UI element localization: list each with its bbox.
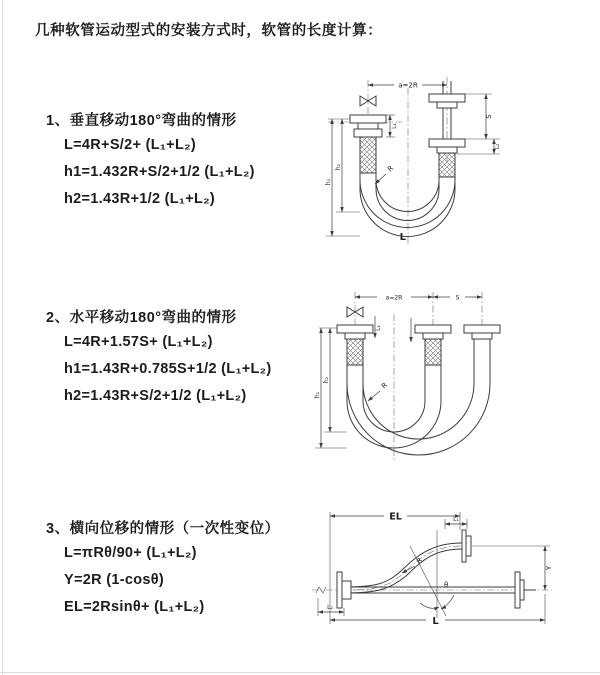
- braided-hose-middle: [425, 339, 441, 365]
- radius-callout: [375, 164, 395, 184]
- right-pipe-assembly: [429, 81, 465, 177]
- dim-label-s: S: [455, 294, 460, 302]
- right-flange: [515, 572, 536, 608]
- dimension-el: [330, 512, 460, 625]
- section-1-heading: 1、垂直移动180°弯曲的情形: [46, 113, 237, 129]
- radius-callout: [368, 381, 389, 401]
- dim-label-h1: h₁: [314, 391, 321, 399]
- section-3-formula-EL: EL=2Rsinθ+ (L₁+L₂): [64, 599, 205, 615]
- hose-u-bend: [360, 173, 455, 237]
- section-2-heading: 2、水平移动180°弯曲的情形: [46, 310, 237, 326]
- page-title: 几种软管运动型式的安装方式时，软管的长度计算：: [35, 23, 383, 39]
- middle-flange: [415, 325, 451, 339]
- left-fitting-flange: [350, 115, 386, 137]
- scan-edge-bottom: [0, 672, 600, 673]
- upper-flange: [462, 530, 471, 562]
- dimension-y: [472, 546, 553, 590]
- hose-u-bend-moved: [347, 339, 490, 455]
- dim-label-h2: h₂: [323, 376, 330, 384]
- radius-label: R: [386, 164, 396, 174]
- dim-label-y: Y: [545, 565, 553, 571]
- dim-label-el: EL: [389, 511, 402, 523]
- dim-label-l2: L₂: [327, 604, 333, 611]
- left-flange: [337, 325, 373, 339]
- dim-label-h1: h₁: [325, 178, 332, 186]
- dim-label-l1: L₁: [375, 325, 382, 331]
- length-label: L: [432, 616, 439, 627]
- section-2-formula-h1: h1=1.43R+0.785S+1/2 (L₁+L₂): [64, 361, 272, 377]
- radius-callout: [402, 556, 424, 573]
- dimension-l1: [375, 316, 411, 342]
- length-label: L: [399, 232, 406, 243]
- dim-label-s: S: [485, 114, 493, 119]
- dim-label-span: a=2R: [385, 294, 403, 302]
- section-3-formula-L: L=πRθ/90+ (L₁+L₂): [64, 545, 197, 561]
- diagram-vertical-180-bend: [302, 72, 542, 257]
- left-flange: [337, 572, 351, 608]
- angle-theta-label: θ: [444, 581, 449, 589]
- dimension-l1: [386, 115, 398, 137]
- dim-label-h2: h₂: [335, 163, 342, 171]
- scan-edge-left: [2, 0, 3, 675]
- dimension-span-2r: [368, 82, 447, 90]
- diagram-lateral-displacement: [300, 500, 560, 648]
- dim-label-l2: L₂: [494, 143, 501, 150]
- dim-label-l1: L₁: [453, 516, 459, 523]
- section-3-heading: 3、横向位移的情形（一次性变位）: [46, 521, 280, 537]
- radius-label: R: [380, 381, 390, 391]
- dim-label-span: a=2R: [398, 81, 418, 90]
- dimension-l1: [445, 516, 467, 529]
- diagram-horizontal-180-bend: [303, 288, 558, 463]
- dim-label-l1: L₁: [391, 123, 398, 129]
- right-flange: [464, 325, 500, 339]
- section-1-formula-h2: h2=1.43R+1/2 (L₁+L₂): [64, 191, 216, 207]
- section-1-formula-h1: h1=1.432R+S/2+1/2 (L₁+L₂): [64, 164, 255, 180]
- dimension-s: [465, 94, 500, 139]
- section-2-formula-h2: h2=1.43R+S/2+1/2 (L₁+L₂): [64, 388, 247, 404]
- section-2-formula-L: L=4R+1.57S+ (L₁+L₂): [64, 334, 213, 350]
- braided-hose-left: [360, 137, 376, 173]
- braided-hose-left: [347, 339, 363, 365]
- section-3-formula-Y: Y=2R (1-cosθ): [64, 572, 164, 588]
- dimension-h1-h2: [314, 328, 347, 448]
- dimension-s: [433, 295, 482, 302]
- radius-label: R: [415, 556, 425, 566]
- angle-construction: [410, 530, 454, 618]
- section-1-formula-L: L=4R+S/2+ (L₁+L₂): [64, 137, 196, 153]
- dimension-span-2r: [355, 295, 433, 302]
- pipe-break-icon: [316, 587, 326, 593]
- centerlines: [355, 292, 482, 460]
